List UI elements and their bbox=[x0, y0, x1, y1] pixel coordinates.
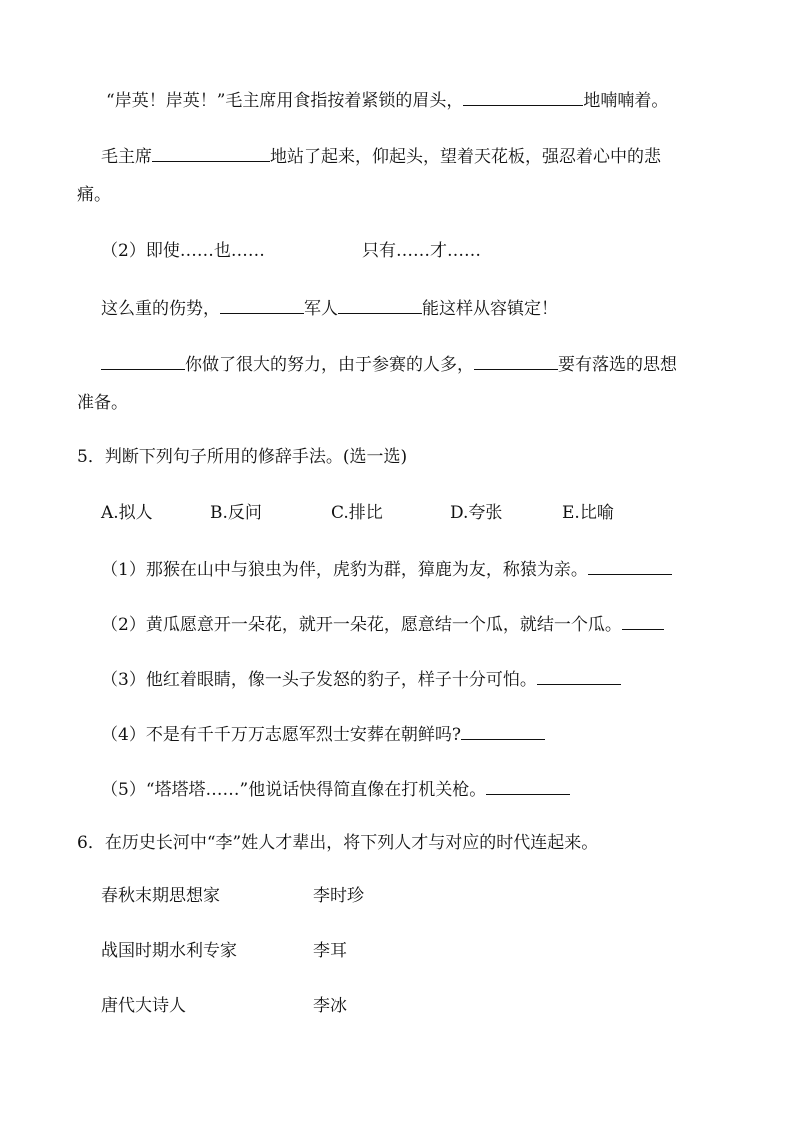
option-a: A.拟人 bbox=[101, 503, 153, 523]
q6-right-3[interactable] bbox=[313, 995, 347, 1017]
q4-line3 bbox=[77, 184, 111, 206]
answer-blank[interactable] bbox=[486, 777, 570, 795]
q5-option-d bbox=[450, 502, 502, 524]
q6-left-3-text: 唐代大诗人 bbox=[101, 996, 186, 1016]
q4-line1-text-after: 地喃喃着。 bbox=[583, 91, 669, 111]
answer-blank[interactable] bbox=[537, 667, 621, 685]
q6-right-2-text: 李耳 bbox=[313, 941, 347, 961]
answer-blank[interactable] bbox=[588, 557, 672, 575]
q5-item-1 bbox=[101, 557, 672, 581]
q4-sentence2-cont bbox=[77, 392, 128, 414]
option-d: D.夸张 bbox=[450, 503, 503, 523]
q6-right-3-text: 李冰 bbox=[313, 996, 347, 1016]
q4-pair-line bbox=[101, 240, 265, 262]
q4-s1-b: 军人 bbox=[304, 299, 338, 319]
q6-right-1[interactable] bbox=[313, 885, 364, 907]
q5-item-4-text: （4）不是有千千万万志愿军烈士安葬在朝鲜吗? bbox=[101, 725, 461, 745]
q4-line2 bbox=[101, 144, 661, 168]
q5-item-2 bbox=[101, 612, 664, 636]
option-b: B.反问 bbox=[210, 503, 262, 523]
q4-sentence1 bbox=[101, 296, 558, 320]
q4-s2-d: 要有落选的思想 bbox=[558, 355, 677, 375]
q5-item-5 bbox=[101, 777, 570, 801]
q4-line2-text-before: 毛主席 bbox=[101, 147, 152, 167]
q6-title-text: 6．在历史长河中“李”姓人才辈出，将下列人才与对应的时代连起来。 bbox=[77, 833, 599, 853]
q4-line1-text-before: “岸英！岸英！”毛主席用食指按着紧锁的眉头， bbox=[106, 91, 464, 111]
q6-left-1-text: 春秋末期思想家 bbox=[101, 886, 220, 906]
q5-option-b bbox=[210, 502, 262, 524]
option-e: E.比喻 bbox=[562, 503, 614, 523]
q4-pair-option2-text: 只有……才…… bbox=[362, 241, 481, 261]
q5-item-1-text: （1）那猴在山中与狼虫为伴，虎豹为群，獐鹿为友，称猿为亲。 bbox=[101, 560, 588, 580]
q6-left-2-text: 战国时期水利专家 bbox=[101, 941, 237, 961]
q5-option-c bbox=[331, 502, 383, 524]
answer-blank[interactable] bbox=[220, 296, 304, 314]
q5-item-2-text: （2）黄瓜愿意开一朵花，就开一朵花，愿意结一个瓜，就结一个瓜。 bbox=[101, 615, 622, 635]
q5-item-5-text: （5）“塔塔塔……”他说话快得简直像在打机关枪。 bbox=[101, 780, 487, 800]
q5-item-3 bbox=[101, 667, 621, 691]
answer-blank[interactable] bbox=[461, 722, 545, 740]
q4-s2-b: 你做了很大的努力，由于参赛的人多， bbox=[185, 355, 474, 375]
answer-blank[interactable] bbox=[338, 296, 422, 314]
answer-blank[interactable] bbox=[474, 352, 558, 370]
q4-line1 bbox=[106, 88, 668, 112]
q5-item-3-text: （3）他红着眼睛，像一头子发怒的豹子，样子十分可怕。 bbox=[101, 670, 537, 690]
q6-left-1[interactable] bbox=[101, 885, 220, 907]
q6-left-2[interactable] bbox=[101, 940, 237, 962]
q4-line2-text-after: 地站了起来，仰起头，望着天花板，强忍着心中的悲 bbox=[270, 147, 661, 167]
q6-title bbox=[77, 832, 598, 854]
answer-blank[interactable] bbox=[463, 88, 583, 106]
answer-blank[interactable] bbox=[152, 144, 270, 162]
q6-left-3[interactable] bbox=[101, 995, 186, 1017]
answer-blank[interactable] bbox=[622, 612, 664, 630]
q5-title-text: 5．判断下列句子所用的修辞手法。(选一选) bbox=[77, 447, 408, 467]
q4-pair-option2 bbox=[362, 240, 481, 262]
option-c: C.排比 bbox=[331, 503, 383, 523]
q5-item-4 bbox=[101, 722, 545, 746]
q5-option-a bbox=[101, 502, 153, 524]
q4-pair-label: （2）即使……也…… bbox=[101, 241, 265, 261]
q4-sentence2 bbox=[101, 352, 677, 376]
q4-s1-a: 这么重的伤势， bbox=[101, 299, 220, 319]
q6-right-2[interactable] bbox=[313, 940, 347, 962]
q6-right-1-text: 李时珍 bbox=[313, 886, 364, 906]
q4-line3-text: 痛。 bbox=[77, 185, 111, 205]
q5-title bbox=[77, 446, 407, 468]
answer-blank[interactable] bbox=[101, 352, 185, 370]
q4-s2-cont-text: 准备。 bbox=[77, 393, 128, 413]
q5-option-e bbox=[562, 502, 614, 524]
q4-s1-c: 能这样从容镇定！ bbox=[422, 299, 558, 319]
